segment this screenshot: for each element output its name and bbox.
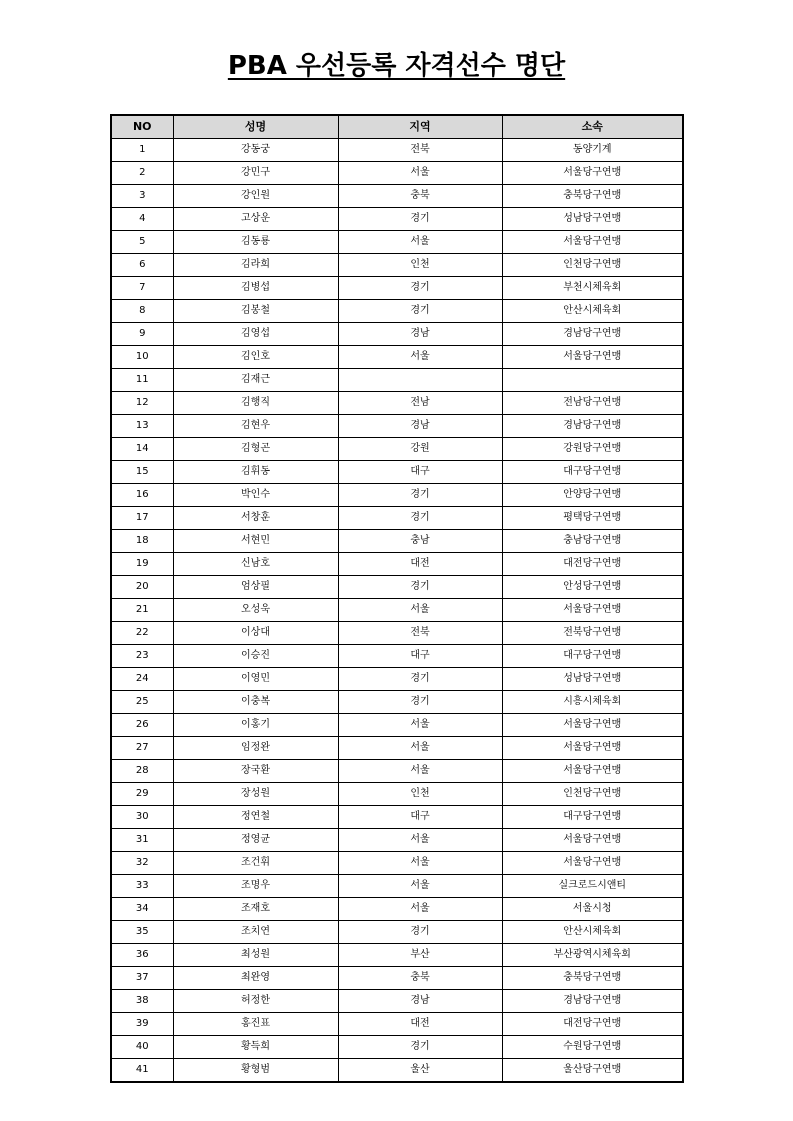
cell-name: 강인원: [173, 185, 338, 208]
table-row: [111, 185, 683, 208]
cell-no: 38: [111, 990, 173, 1013]
cell-name: 이영민: [173, 668, 338, 691]
cell-affiliation: 부천시체육회: [502, 277, 683, 300]
cell-affiliation: 대구당구연맹: [502, 461, 683, 484]
cell-no: 5: [111, 231, 173, 254]
cell-name: 김봉철: [173, 300, 338, 323]
cell-affiliation: 서울당구연맹: [502, 737, 683, 760]
table-row: [111, 898, 683, 921]
cell-no: 31: [111, 829, 173, 852]
cell-no: 36: [111, 944, 173, 967]
cell-no: 4: [111, 208, 173, 231]
cell-name: 황형범: [173, 1059, 338, 1083]
cell-name: 황득희: [173, 1036, 338, 1059]
table-row: [111, 691, 683, 714]
cell-name: 강동궁: [173, 139, 338, 162]
cell-region: 경남: [338, 990, 502, 1013]
cell-region: 충남: [338, 530, 502, 553]
header-row: [111, 115, 683, 139]
table-row: [111, 829, 683, 852]
cell-name: 김현우: [173, 415, 338, 438]
cell-affiliation: 안성당구연맹: [502, 576, 683, 599]
cell-no: 16: [111, 484, 173, 507]
cell-name: 임정완: [173, 737, 338, 760]
table-row: [111, 1059, 683, 1083]
table-row: [111, 1036, 683, 1059]
table-row: [111, 783, 683, 806]
cell-no: 15: [111, 461, 173, 484]
cell-name: 김라희: [173, 254, 338, 277]
cell-no: 3: [111, 185, 173, 208]
cell-no: 9: [111, 323, 173, 346]
cell-no: 39: [111, 1013, 173, 1036]
cell-no: 7: [111, 277, 173, 300]
header-region: 지역: [338, 115, 502, 139]
cell-name: 김재근: [173, 369, 338, 392]
cell-no: 22: [111, 622, 173, 645]
header-no: NO: [111, 115, 173, 139]
cell-affiliation: 평택당구연맹: [502, 507, 683, 530]
table-row: [111, 645, 683, 668]
cell-affiliation: 전남당구연맹: [502, 392, 683, 415]
cell-affiliation: 부산광역시체육회: [502, 944, 683, 967]
cell-no: 30: [111, 806, 173, 829]
cell-no: 26: [111, 714, 173, 737]
cell-affiliation: 성남당구연맹: [502, 208, 683, 231]
cell-affiliation: 서울당구연맹: [502, 714, 683, 737]
table-row: [111, 1013, 683, 1036]
cell-region: 부산: [338, 944, 502, 967]
cell-name: 장국환: [173, 760, 338, 783]
cell-region: 대구: [338, 461, 502, 484]
cell-affiliation: 안산시체육회: [502, 300, 683, 323]
table-row: [111, 944, 683, 967]
cell-no: 12: [111, 392, 173, 415]
cell-no: 33: [111, 875, 173, 898]
cell-affiliation: 충북당구연맹: [502, 185, 683, 208]
cell-name: 김영섭: [173, 323, 338, 346]
cell-name: 정연철: [173, 806, 338, 829]
cell-name: 조치연: [173, 921, 338, 944]
cell-region: 서울: [338, 714, 502, 737]
cell-affiliation: 대전당구연맹: [502, 1013, 683, 1036]
table-row: [111, 990, 683, 1013]
cell-region: 경기: [338, 277, 502, 300]
cell-region: 경기: [338, 668, 502, 691]
cell-no: 34: [111, 898, 173, 921]
cell-name: 김인호: [173, 346, 338, 369]
cell-no: 37: [111, 967, 173, 990]
table-header: [111, 115, 683, 139]
cell-affiliation: 서울당구연맹: [502, 162, 683, 185]
cell-affiliation: 서울당구연맹: [502, 231, 683, 254]
cell-region: 충북: [338, 185, 502, 208]
cell-region: [338, 369, 502, 392]
player-table: [110, 114, 684, 1083]
table-row: [111, 415, 683, 438]
cell-no: 1: [111, 139, 173, 162]
cell-name: 김휘동: [173, 461, 338, 484]
cell-affiliation: 안양당구연맹: [502, 484, 683, 507]
cell-region: 전북: [338, 622, 502, 645]
cell-region: 대구: [338, 806, 502, 829]
table-row: [111, 300, 683, 323]
cell-region: 경남: [338, 415, 502, 438]
cell-affiliation: 울산당구연맹: [502, 1059, 683, 1083]
cell-region: 서울: [338, 875, 502, 898]
cell-name: 조재호: [173, 898, 338, 921]
cell-region: 충북: [338, 967, 502, 990]
cell-no: 11: [111, 369, 173, 392]
cell-region: 서울: [338, 346, 502, 369]
cell-affiliation: [502, 369, 683, 392]
table-row: [111, 484, 683, 507]
cell-name: 서창훈: [173, 507, 338, 530]
cell-region: 울산: [338, 1059, 502, 1083]
cell-name: 이홍기: [173, 714, 338, 737]
cell-no: 20: [111, 576, 173, 599]
cell-affiliation: 충북당구연맹: [502, 967, 683, 990]
header-name: 성명: [173, 115, 338, 139]
cell-no: 18: [111, 530, 173, 553]
table-row: [111, 852, 683, 875]
cell-affiliation: 서울당구연맹: [502, 760, 683, 783]
cell-affiliation: 수원당구연맹: [502, 1036, 683, 1059]
table-row: [111, 392, 683, 415]
cell-name: 이상대: [173, 622, 338, 645]
cell-region: 인천: [338, 254, 502, 277]
cell-name: 고상운: [173, 208, 338, 231]
cell-region: 대구: [338, 645, 502, 668]
cell-region: 경기: [338, 484, 502, 507]
cell-region: 경기: [338, 300, 502, 323]
table-row: [111, 162, 683, 185]
table-row: [111, 622, 683, 645]
cell-name: 신남호: [173, 553, 338, 576]
cell-region: 서울: [338, 599, 502, 622]
cell-name: 강민구: [173, 162, 338, 185]
cell-name: 박인수: [173, 484, 338, 507]
cell-no: 24: [111, 668, 173, 691]
cell-affiliation: 시흥시체육회: [502, 691, 683, 714]
cell-no: 29: [111, 783, 173, 806]
cell-affiliation: 경남당구연맹: [502, 415, 683, 438]
cell-region: 경기: [338, 208, 502, 231]
table-row: [111, 967, 683, 990]
cell-region: 경남: [338, 323, 502, 346]
cell-name: 정영균: [173, 829, 338, 852]
cell-no: 27: [111, 737, 173, 760]
cell-region: 대전: [338, 553, 502, 576]
cell-affiliation: 동양기계: [502, 139, 683, 162]
table-row: [111, 806, 683, 829]
cell-region: 서울: [338, 737, 502, 760]
cell-region: 경기: [338, 576, 502, 599]
page-title: PBA 우선등록 자격선수 명단: [227, 51, 566, 81]
table-row: [111, 530, 683, 553]
cell-affiliation: 서울당구연맹: [502, 599, 683, 622]
cell-region: 경기: [338, 507, 502, 530]
table-row: [111, 737, 683, 760]
cell-affiliation: 서울당구연맹: [502, 346, 683, 369]
cell-affiliation: 실크로드시앤티: [502, 875, 683, 898]
cell-name: 최완영: [173, 967, 338, 990]
header-affiliation: 소속: [502, 115, 683, 139]
cell-no: 19: [111, 553, 173, 576]
table-row: [111, 139, 683, 162]
cell-name: 김행직: [173, 392, 338, 415]
cell-affiliation: 대전당구연맹: [502, 553, 683, 576]
cell-affiliation: 서울당구연맹: [502, 852, 683, 875]
cell-affiliation: 안산시체육회: [502, 921, 683, 944]
table-row: [111, 576, 683, 599]
table-row: [111, 277, 683, 300]
table-row: [111, 760, 683, 783]
cell-region: 경기: [338, 691, 502, 714]
cell-name: 김동룡: [173, 231, 338, 254]
table-row: [111, 921, 683, 944]
cell-no: 28: [111, 760, 173, 783]
table-row: [111, 231, 683, 254]
cell-affiliation: 성남당구연맹: [502, 668, 683, 691]
cell-affiliation: 서울시청: [502, 898, 683, 921]
cell-region: 서울: [338, 852, 502, 875]
cell-name: 조명우: [173, 875, 338, 898]
cell-affiliation: 경남당구연맹: [502, 990, 683, 1013]
cell-region: 서울: [338, 231, 502, 254]
cell-name: 조건휘: [173, 852, 338, 875]
cell-no: 32: [111, 852, 173, 875]
table-row: [111, 461, 683, 484]
table-row: [111, 599, 683, 622]
cell-region: 서울: [338, 898, 502, 921]
cell-region: 대전: [338, 1013, 502, 1036]
cell-no: 2: [111, 162, 173, 185]
cell-no: 17: [111, 507, 173, 530]
cell-region: 전북: [338, 139, 502, 162]
cell-affiliation: 서울당구연맹: [502, 829, 683, 852]
cell-affiliation: 인천당구연맹: [502, 783, 683, 806]
cell-region: 경기: [338, 1036, 502, 1059]
cell-affiliation: 경남당구연맹: [502, 323, 683, 346]
cell-no: 25: [111, 691, 173, 714]
table-row: [111, 438, 683, 461]
table-row: [111, 553, 683, 576]
cell-name: 이충복: [173, 691, 338, 714]
table-row: [111, 369, 683, 392]
cell-no: 14: [111, 438, 173, 461]
cell-name: 오성욱: [173, 599, 338, 622]
cell-region: 전남: [338, 392, 502, 415]
cell-affiliation: 강원당구연맹: [502, 438, 683, 461]
cell-no: 23: [111, 645, 173, 668]
cell-no: 8: [111, 300, 173, 323]
table-row: [111, 668, 683, 691]
cell-no: 21: [111, 599, 173, 622]
cell-region: 서울: [338, 162, 502, 185]
table-row: [111, 346, 683, 369]
cell-affiliation: 인천당구연맹: [502, 254, 683, 277]
cell-region: 경기: [338, 921, 502, 944]
table-row: [111, 714, 683, 737]
cell-no: 35: [111, 921, 173, 944]
table-row: [111, 875, 683, 898]
cell-name: 최성원: [173, 944, 338, 967]
table-row: [111, 323, 683, 346]
cell-name: 허정한: [173, 990, 338, 1013]
cell-no: 10: [111, 346, 173, 369]
cell-no: 6: [111, 254, 173, 277]
table-row: [111, 507, 683, 530]
cell-region: 서울: [338, 760, 502, 783]
cell-name: 서현민: [173, 530, 338, 553]
cell-name: 홍진표: [173, 1013, 338, 1036]
cell-affiliation: 충남당구연맹: [502, 530, 683, 553]
cell-no: 40: [111, 1036, 173, 1059]
cell-region: 인천: [338, 783, 502, 806]
cell-no: 13: [111, 415, 173, 438]
cell-no: 41: [111, 1059, 173, 1083]
table-row: [111, 254, 683, 277]
cell-name: 김형곤: [173, 438, 338, 461]
cell-affiliation: 대구당구연맹: [502, 645, 683, 668]
cell-name: 이승진: [173, 645, 338, 668]
cell-affiliation: 대구당구연맹: [502, 806, 683, 829]
cell-name: 엄상필: [173, 576, 338, 599]
table-row: [111, 208, 683, 231]
table-body: [111, 139, 683, 1083]
cell-region: 서울: [338, 829, 502, 852]
cell-name: 장성원: [173, 783, 338, 806]
cell-affiliation: 전북당구연맹: [502, 622, 683, 645]
cell-name: 김병섭: [173, 277, 338, 300]
cell-region: 강원: [338, 438, 502, 461]
